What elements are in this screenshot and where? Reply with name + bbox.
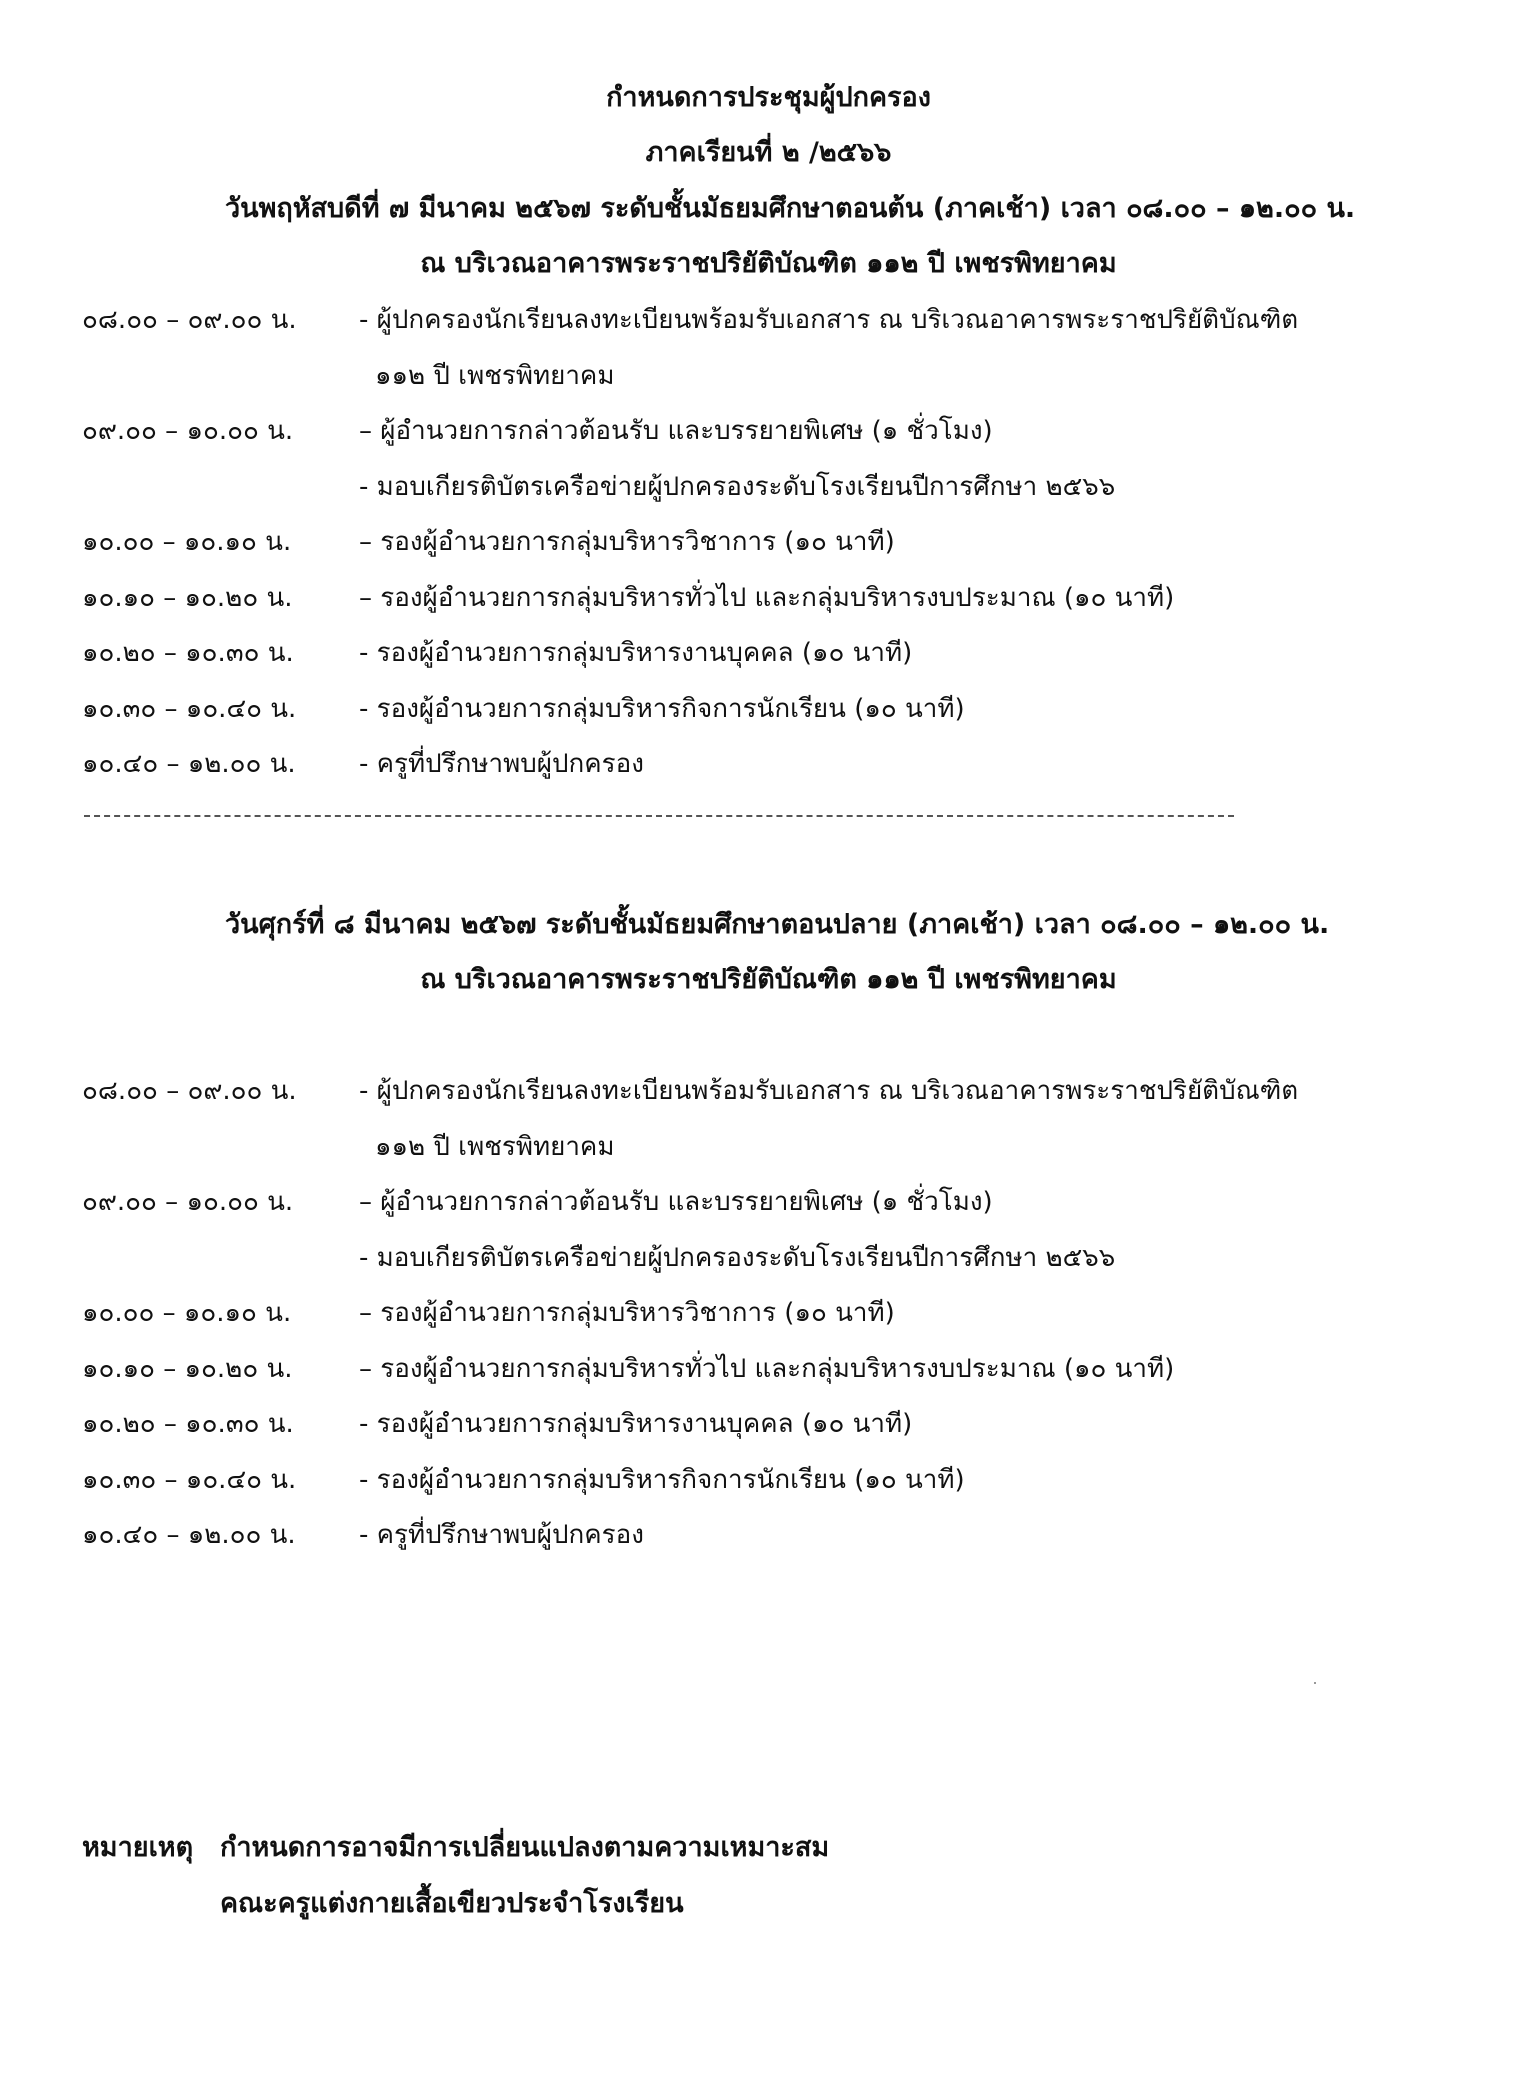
session2-row-personnel bbox=[82, 1404, 912, 1444]
schedule-time: ๑๐.๒๐ – ๑๐.๓๐ น. bbox=[82, 638, 294, 668]
schedule-desc: - รองผู้อำนวยการกลุ่มบริหารงานบุคคล (๑๐ นาที) bbox=[359, 1409, 913, 1439]
section-divider bbox=[84, 815, 1234, 817]
schedule-time: ๑๐.๑๐ – ๑๐.๒๐ น. bbox=[82, 583, 293, 613]
session2-welcome-cont: - มอบเกียรติบัตรเครือข่ายผู้ปกครองระดับโรงเรียนปีการศึกษา ๒๕๖๖ bbox=[359, 1243, 1116, 1273]
session1-date-line: วันพฤหัสบดีที่ ๗ มีนาคม ๒๕๖๗ ระดับชั้นมัธยมศึกษาตอนต้น (ภาคเช้า) เวลา ๐๘.๐๐ – ๑๒.๐๐ น. bbox=[225, 193, 1356, 224]
schedule-desc: - ผู้ปกครองนักเรียนลงทะเบียนพร้อมรับเอกสาร ณ บริเวณอาคารพระราชปริยัติบัณฑิต bbox=[359, 1076, 1299, 1106]
session1-row-registration bbox=[82, 300, 1298, 340]
schedule-desc: - รองผู้อำนวยการกลุ่มบริหารงานบุคคล (๑๐ นาที) bbox=[359, 638, 913, 668]
session2-row-registration bbox=[82, 1071, 1298, 1111]
session1-welcome-cont: - มอบเกียรติบัตรเครือข่ายผู้ปกครองระดับโรงเรียนปีการศึกษา ๒๕๖๖ bbox=[359, 472, 1116, 502]
schedule-desc: - รองผู้อำนวยการกลุ่มบริหารกิจการนักเรียน (๑๐ นาที) bbox=[359, 694, 965, 724]
session1-row-personnel bbox=[82, 633, 912, 673]
session2-row-academic bbox=[82, 1293, 895, 1333]
schedule-desc: - ครูที่ปรึกษาพบผู้ปกครอง bbox=[359, 749, 644, 779]
schedule-time: ๑๐.๑๐ – ๑๐.๒๐ น. bbox=[82, 1354, 293, 1384]
schedule-desc: – รองผู้อำนวยการกลุ่มบริหารวิชาการ (๑๐ นาที) bbox=[359, 1298, 895, 1328]
session1-registration-cont: ๑๑๒ ปี เพชรพิทยาคม bbox=[375, 361, 615, 391]
schedule-time: ๑๐.๔๐ – ๑๒.๐๐ น. bbox=[82, 749, 296, 779]
session2-location: ณ บริเวณอาคารพระราชปริยัติบัณฑิต ๑๑๒ ปี เพชรพิทยาคม bbox=[420, 964, 1117, 995]
semester-line: ภาคเรียนที่ ๒ /๒๕๖๖ bbox=[645, 137, 892, 168]
schedule-time: ๑๐.๓๐ – ๑๐.๔๐ น. bbox=[82, 1465, 297, 1495]
scan-speck bbox=[1314, 1682, 1316, 1684]
session1-row-student-affairs bbox=[82, 689, 965, 729]
schedule-desc: – ผู้อำนวยการกล่าวต้อนรับ และบรรยายพิเศษ (๑ ชั่วโมง) bbox=[359, 1187, 993, 1217]
session2-row-student-affairs bbox=[82, 1460, 965, 1500]
session2-row-welcome bbox=[82, 1182, 993, 1222]
schedule-time: ๐๙.๐๐ – ๑๐.๐๐ น. bbox=[82, 416, 294, 446]
session2-registration-cont: ๑๑๒ ปี เพชรพิทยาคม bbox=[375, 1132, 615, 1162]
schedule-desc: - ผู้ปกครองนักเรียนลงทะเบียนพร้อมรับเอกสาร ณ บริเวณอาคารพระราชปริยัติบัณฑิต bbox=[359, 305, 1299, 335]
schedule-desc: – ผู้อำนวยการกล่าวต้อนรับ และบรรยายพิเศษ (๑ ชั่วโมง) bbox=[359, 416, 993, 446]
session1-row-advisors bbox=[82, 744, 644, 784]
document-title: กำหนดการประชุมผู้ปกครอง bbox=[606, 82, 931, 113]
schedule-desc: - รองผู้อำนวยการกลุ่มบริหารกิจการนักเรียน (๑๐ นาที) bbox=[359, 1465, 965, 1495]
note-text: กำหนดการอาจมีการเปลี่ยนแปลงตามความเหมาะสม bbox=[220, 1832, 830, 1863]
schedule-time: ๐๘.๐๐ – ๐๙.๐๐ น. bbox=[82, 1076, 297, 1106]
session1-row-academic bbox=[82, 522, 895, 562]
session2-row-advisors bbox=[82, 1515, 644, 1555]
session1-location: ณ บริเวณอาคารพระราชปริยัติบัณฑิต ๑๑๒ ปี เพชรพิทยาคม bbox=[420, 248, 1117, 279]
session1-row-general bbox=[82, 578, 1174, 618]
note-label: หมายเหตุ bbox=[82, 1832, 194, 1863]
organizer-line: คณะครูแต่งกายเสื้อเขียวประจำโรงเรียน bbox=[220, 1888, 684, 1919]
schedule-time: ๐๙.๐๐ – ๑๐.๐๐ น. bbox=[82, 1187, 294, 1217]
schedule-time: ๑๐.๒๐ – ๑๐.๓๐ น. bbox=[82, 1409, 294, 1439]
schedule-time: ๐๘.๐๐ – ๐๙.๐๐ น. bbox=[82, 305, 297, 335]
schedule-desc: – รองผู้อำนวยการกลุ่มบริหารทั่วไป และกลุ่มบริหารงบประมาณ (๑๐ นาที) bbox=[359, 583, 1175, 613]
schedule-time: ๑๐.๓๐ – ๑๐.๔๐ น. bbox=[82, 694, 297, 724]
schedule-desc: – รองผู้อำนวยการกลุ่มบริหารทั่วไป และกลุ่มบริหารงบประมาณ (๑๐ นาที) bbox=[359, 1354, 1175, 1384]
session2-row-general bbox=[82, 1349, 1174, 1389]
schedule-time: ๑๐.๐๐ – ๑๐.๑๐ น. bbox=[82, 1298, 292, 1328]
schedule-time: ๑๐.๔๐ – ๑๒.๐๐ น. bbox=[82, 1520, 296, 1550]
schedule-desc: – รองผู้อำนวยการกลุ่มบริหารวิชาการ (๑๐ นาที) bbox=[359, 527, 895, 557]
schedule-desc: - ครูที่ปรึกษาพบผู้ปกครอง bbox=[359, 1520, 644, 1550]
session1-row-welcome bbox=[82, 411, 993, 451]
schedule-time: ๑๐.๐๐ – ๑๐.๑๐ น. bbox=[82, 527, 292, 557]
session2-date-line: วันศุกร์ที่ ๘ มีนาคม ๒๕๖๗ ระดับชั้นมัธยมศึกษาตอนปลาย (ภาคเช้า) เวลา ๐๘.๐๐ – ๑๒.๐๐ น. bbox=[225, 909, 1330, 940]
